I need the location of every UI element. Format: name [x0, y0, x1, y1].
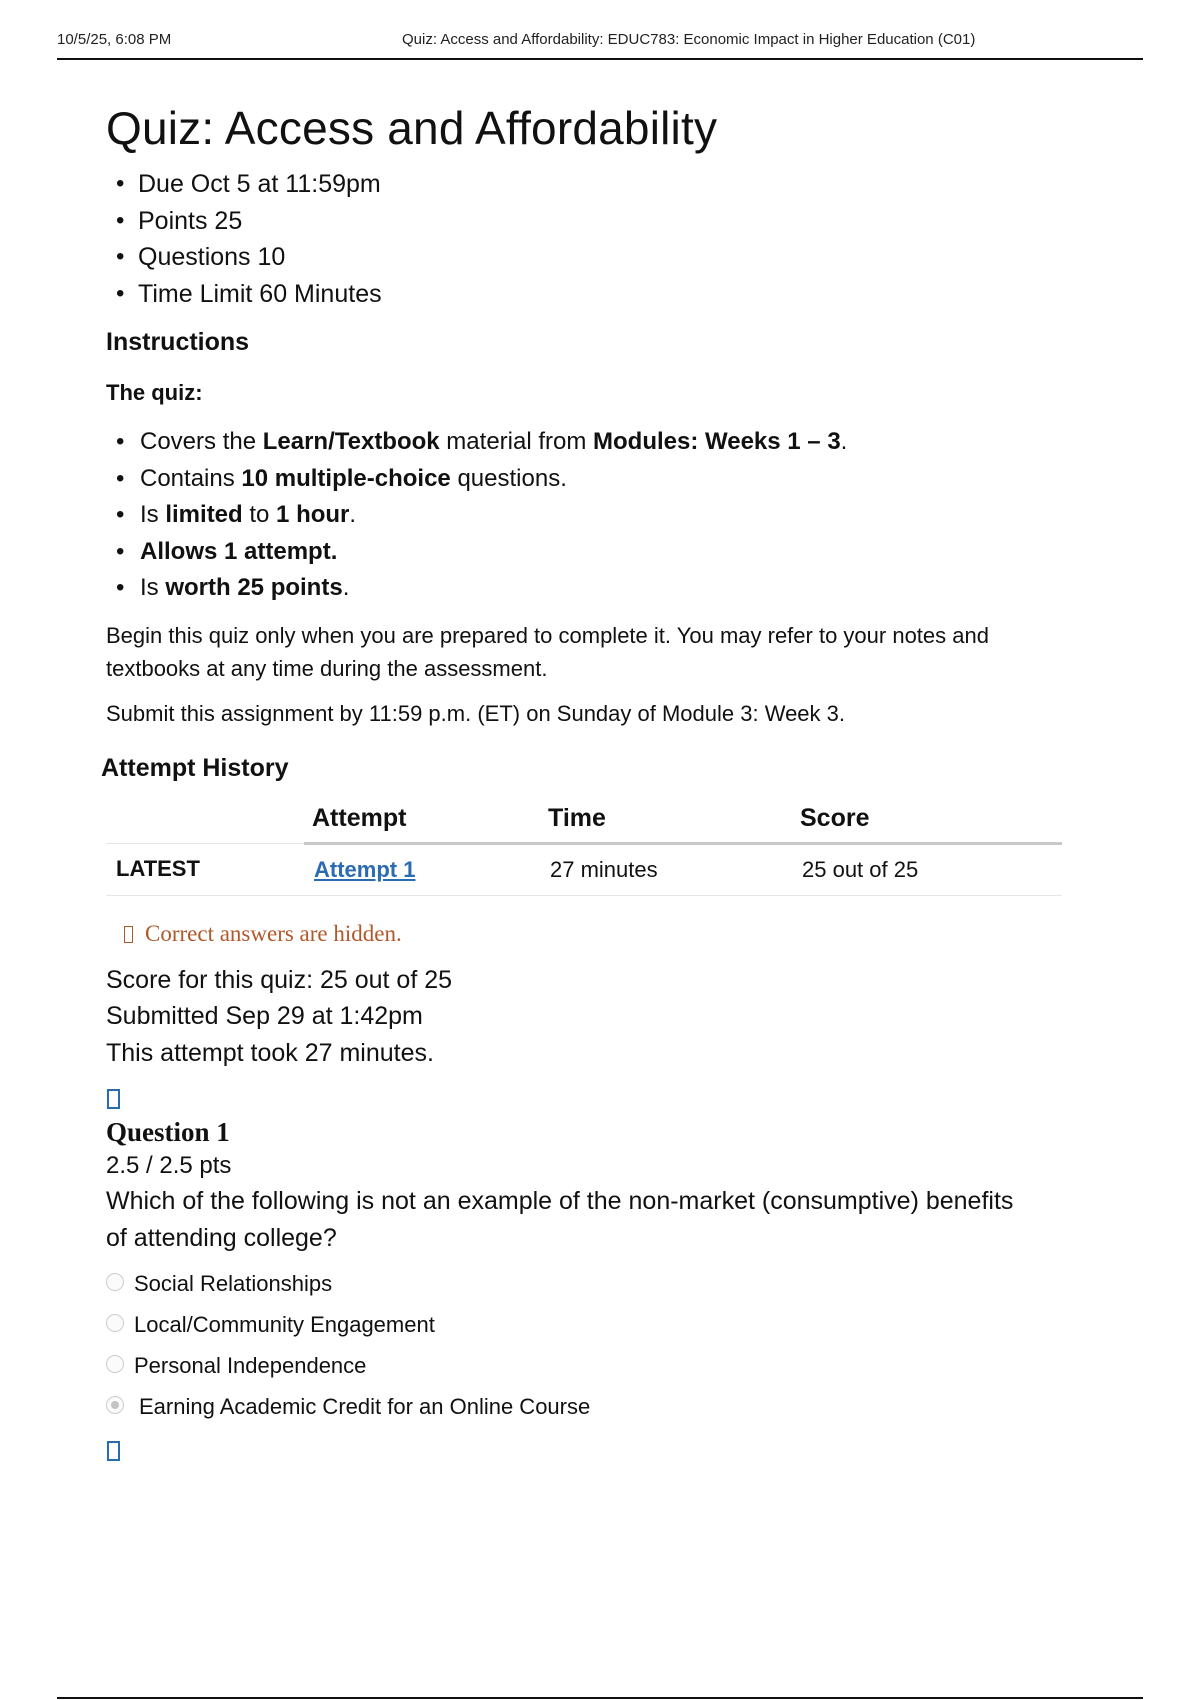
flag-icon[interactable]: [107, 1089, 120, 1109]
radio-button[interactable]: [106, 1314, 124, 1332]
column-header-attempt: Attempt: [304, 796, 540, 844]
answer-label: Personal Independence: [134, 1353, 367, 1378]
radio-button[interactable]: [106, 1273, 124, 1291]
instructions-bullets: [116, 424, 1066, 607]
instruction-item: • Covers the Learn/Textbook material from Modules: Weeks 1 – 3.: [116, 424, 1066, 461]
quiz-content: [101, 96, 1066, 1461]
meta-due: • Due Oct 5 at 11:59pm: [116, 166, 1066, 203]
meta-questions: • Questions 10: [116, 239, 1066, 276]
answer-option[interactable]: [106, 1263, 1066, 1304]
answer-option-selected[interactable]: [106, 1386, 1066, 1427]
question-title: Question 1: [106, 1117, 230, 1147]
meta-points: • Points 25: [116, 203, 1066, 240]
submission-deadline: Submit this assignment by 11:59 p.m. (ET) on Sunday of Module 3: Week 3.: [106, 700, 845, 726]
instructions-paragraph: Begin this quiz only when you are prepared to complete it. You may refer to your notes and textbooks at any time during the assessment.: [106, 622, 989, 681]
meta-time-limit: • Time Limit 60 Minutes: [116, 276, 1066, 313]
print-header: [57, 28, 1143, 60]
score-cell: 25 out of 25: [792, 843, 1062, 895]
attempt-link[interactable]: Attempt 1: [314, 856, 416, 882]
latest-label: LATEST: [106, 843, 304, 895]
score-line: Score for this quiz: 25 out of 25: [106, 965, 453, 994]
question-points: 2.5 / 2.5 pts: [106, 1152, 232, 1179]
column-header-time: Time: [540, 796, 792, 844]
table-row: [106, 843, 1062, 895]
duration-line: This attempt took 27 minutes.: [106, 1038, 434, 1067]
instructions-heading: Instructions: [106, 328, 250, 356]
answer-option[interactable]: [106, 1304, 1066, 1345]
flag-icon[interactable]: [107, 1441, 120, 1461]
instruction-item: • Contains 10 multiple-choice questions.: [116, 461, 1066, 498]
instruction-item: • Is limited to 1 hour.: [116, 497, 1066, 534]
instruction-item: • Allows 1 attempt.: [116, 534, 1066, 571]
info-box-icon: [124, 926, 133, 943]
instruction-item: • Is worth 25 points.: [116, 570, 1066, 607]
column-header-score: Score: [792, 796, 1062, 844]
notice-text: Correct answers are hidden.: [145, 920, 402, 946]
instructions-subheading: The quiz:: [106, 380, 203, 405]
quiz-result-summary: [106, 962, 1066, 1072]
answer-options: [106, 1263, 1066, 1427]
print-date: 10/5/25, 6:08 PM: [57, 31, 172, 48]
answers-hidden-notice: [124, 918, 1066, 950]
time-cell: 27 minutes: [540, 843, 792, 895]
submitted-line: Submitted Sep 29 at 1:42pm: [106, 1002, 423, 1030]
print-footer-rule: [57, 1697, 1143, 1699]
answer-label: Earning Academic Credit for an Online Course: [139, 1394, 591, 1419]
question-text: Which of the following is not an example of the non-market (consumptive) benefits of attending college?: [106, 1187, 1014, 1252]
attempt-cell: [304, 843, 540, 895]
radio-button[interactable]: [106, 1355, 124, 1373]
radio-button-selected[interactable]: [106, 1396, 124, 1414]
attempt-history-table: [106, 796, 1062, 896]
answer-label: Social Relationships: [134, 1271, 333, 1296]
answer-label: Local/Community Engagement: [134, 1312, 435, 1337]
quiz-meta-list: [116, 166, 1066, 312]
page-title: Quiz: Access and Affordability: [106, 102, 718, 154]
column-header-blank: [106, 796, 304, 844]
answer-option[interactable]: [106, 1345, 1066, 1386]
print-document-title: Quiz: Access and Affordability: EDUC783: Economic Impact in Higher Education (C01): [402, 31, 976, 48]
attempt-history-title: Attempt History: [101, 753, 289, 782]
table-header-row: [106, 796, 1062, 844]
